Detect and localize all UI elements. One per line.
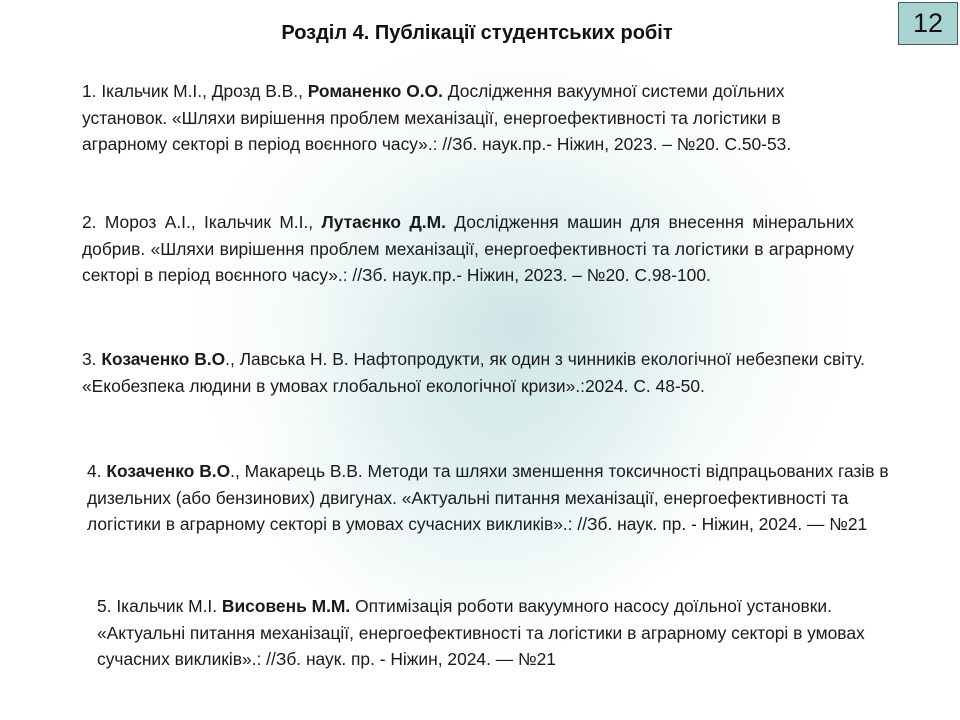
student-author: Романенко О.О. [307, 81, 443, 101]
publication-authors: 1. Ікальчик М.І., Дрозд В.В., [82, 81, 308, 101]
publication-item-4 [87, 458, 897, 538]
publication-details: Дослідження вакуумної системи доїльних установок. «Шляхи вирішення проблем механізації, енергоефективності та логістики в аграрному секторі в період воєнного часу».: //Зб. наук.пр.- Ніжин, 2023. – №20. С.50-53. [82, 81, 792, 154]
publication-authors: 3. [82, 349, 102, 369]
publication-item-5 [97, 593, 897, 673]
publication-authors: 5. Ікальчик М.І. [97, 596, 222, 616]
publication-details: Оптимізація роботи вакуумного насосу доїльної установки. «Актуальні питання механізації, енергоефективності та логістики в аграрному секторі в умовах сучасних викликів».: //Зб. наук. пр. - Ніжин, 2024. — №21 [97, 596, 865, 669]
publication-details: ., Лавська Н. В. Нафтопродукти, як один з чинників екологічної небезпеки світу. «Екобезпека людини в умовах глобальної екологічної кризи».:2024. С. 48-50. [82, 349, 866, 396]
slide-title: Розділ 4. Публікації студентських робіт [281, 22, 673, 44]
page-number: 12 [912, 8, 944, 38]
student-author: Козаченко В.О [106, 461, 231, 481]
student-author: Козаченко В.О [101, 349, 226, 369]
publication-authors: 4. [87, 461, 107, 481]
student-author: Висовень М.М. [221, 596, 351, 616]
student-author: Лутаєнко Д.М. [321, 212, 446, 232]
publication-item-3 [82, 346, 882, 399]
publication-item-1 [82, 78, 854, 158]
publication-authors: 2. Мороз А.І., Ікальчик М.І., [82, 212, 322, 232]
publication-details: ., Макарець В.В. Методи та шляхи зменшення токсичності відпрацьованих газів в дизельних (або бензинових) двигунах. «Актуальні питання механізації, енергоефективності та логістики в аграрному секторі в умовах сучасних викликів».: //Зб. наук. пр. - Ніжин, 2024. — №21 [87, 461, 889, 534]
publication-details: Дослідження машин для внесення мінеральних добрив. «Шляхи вирішення проблем механізації, енергоефективності та логістики в аграрному секторі в період воєнного часу».: //Зб. наук.пр.- Ніжин, 2023. – №20. С.98-100. [82, 212, 854, 285]
publication-item-2 [82, 209, 854, 289]
page-number-badge [898, 2, 958, 45]
